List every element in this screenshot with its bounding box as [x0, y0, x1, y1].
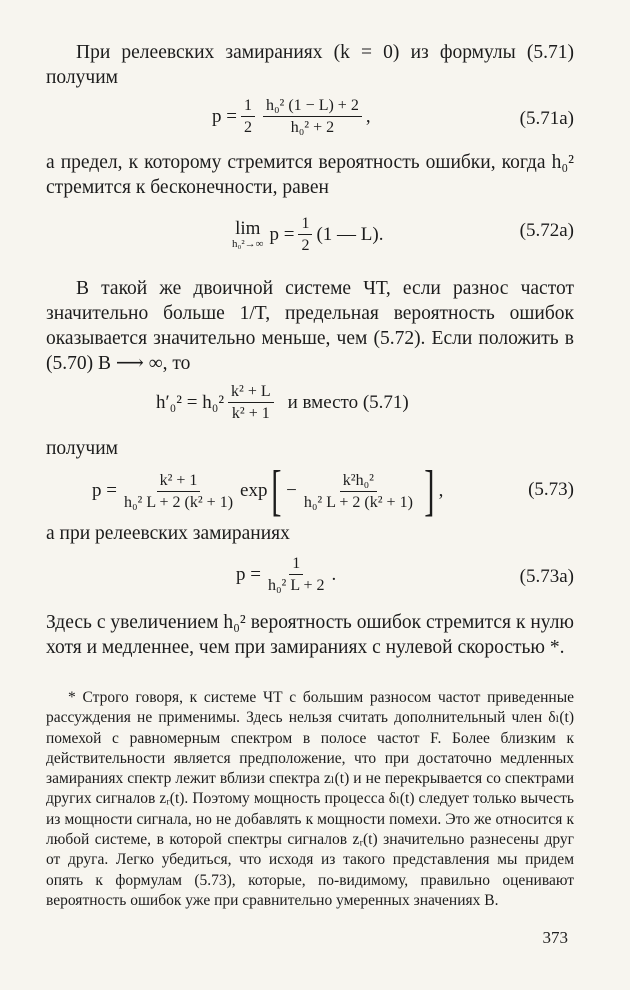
eq2-limit: lim h₀²→∞ [232, 217, 264, 250]
eq2-label: (5.72a) [519, 220, 574, 241]
paragraph-6: Здесь с увеличением h₀² вероятность ошибок стремится к нулю хотя и медленнее, чем при замираниях с нулевой скоростью *. [46, 612, 574, 658]
equation-h0-prime: h′₀² = h₀² $\frac{\text{k² + L}}{\text{k² + 1}}$ и вместо (5.71) [156, 383, 409, 422]
page-number: 373 [542, 928, 568, 947]
paragraph-5: а при релеевских замираниях [46, 523, 290, 544]
paragraph-4: получим [46, 438, 118, 459]
paragraph-2: а предел, к которому стремится вероятность ошибки, когда h₀² стремится к бесконечности, равен [46, 152, 574, 198]
footnote: * Строго говоря, к системе ЧТ с большим разносом частот приведенные рассуждения не применимы. Здесь нельзя считать дополнительный член δₗ(t) помехой с равномерным спектром в полосе частот F. Более близким к действительности является предположение, что при достаточно медленных замираниях спектр лежит вблизи спектра zₗ(t) и не перекрывается со спектрами других сигналов zᵣ(t). Поэтому мощность процесса δₗ(t) следует только вычесть из мощности сигнала, но не добавлять к мощности помехи. Это же относится к любой системе, в которой спектры сигналов zᵣ(t) значительно разнесены друг от друга. Легко убедиться, что исходя из такого представления мы придем опять к формулам (5.73), которые, по-видимому, правильно оценивают вероятность ошибок уже при сравнительно умеренных значениях B. [46, 689, 574, 909]
equation-5-72a: lim h₀²→∞ p = $\frac{1}{2}$ (1 — L). (5.72a) [232, 215, 574, 254]
eq5-fraction: $\frac{1}{\text{h₀² L + 2}}$ [267, 555, 325, 594]
eq5-label: (5.73a) [519, 566, 574, 587]
equation-5-73: p = $\frac{\text{k² + 1}}{\text{h₀² L + 2 (k² + 1)}}$ exp [ − $\frac{\text{k²h₀²}}{\text{h₀² L + 2 (k² + 1)}}$ ] , (5.73) [92, 460, 574, 522]
equation-5-71a: p = $\frac{1}{2}$ $\frac{\text{h₀² (1 − L) + 2}}{\text{h₀² + 2}}$ , (5.71a) [212, 97, 574, 136]
eq1-label: (5.71a) [519, 108, 574, 129]
right-bracket: ] [424, 460, 435, 522]
equation-5-73a: p = $\frac{1}{\text{h₀² L + 2}}$ . (5.73a) [236, 555, 574, 594]
eq4-fraction-1: $\frac{\text{k² + 1}}{\text{h₀² L + 2 (k² + 1)}}$ [123, 471, 234, 511]
paragraph-3: В такой же двоичной системе ЧТ, если разнос частот значительно больше 1/T, предельная вероятность ошибок оказывается значительно меньше, чем (5.72). Если положить в (5.70) B ⟶ ∞, то [46, 278, 574, 374]
eq4-fraction-2: $\frac{\text{k²h₀²}}{\text{h₀² L + 2 (k² + 1)}}$ [303, 471, 413, 511]
eq1-fraction: $\frac{\text{h₀² (1 − L) + 2}}{\text{h₀² + 2}}$ [263, 96, 362, 137]
eq3-fraction: $\frac{\text{k² + L}}{\text{k² + 1}}$ [228, 382, 274, 423]
eq1-coef: $\frac{1}{2}$ [241, 96, 255, 137]
eq1-lhs: p = [212, 105, 237, 127]
eq2-coef: $\frac{1}{2}$ [298, 214, 312, 255]
paragraph-1: При релеевских замираниях (k = 0) из формулы (5.71) получим [46, 42, 574, 88]
left-bracket: [ [271, 460, 282, 522]
page [46, 40, 574, 911]
eq4-label: (5.73) [528, 479, 574, 500]
